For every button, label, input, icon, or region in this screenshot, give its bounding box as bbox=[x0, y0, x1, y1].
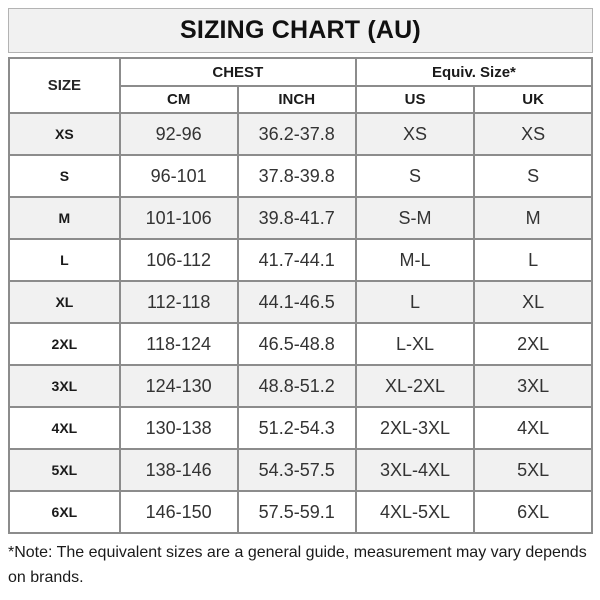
cell-size: 3XL bbox=[9, 365, 120, 407]
footnote: *Note: The equivalent sizes are a general guide, measurement may vary depends on brands. bbox=[8, 544, 587, 586]
table-row bbox=[9, 239, 592, 281]
cell-cm: 146-150 bbox=[120, 491, 238, 533]
table-row bbox=[9, 323, 592, 365]
table-row bbox=[9, 281, 592, 323]
cell-uk: 2XL bbox=[474, 323, 592, 365]
cell-cm: 106-112 bbox=[120, 239, 238, 281]
cell-inch: 36.2-37.8 bbox=[238, 113, 356, 155]
header-us: US bbox=[356, 86, 474, 113]
header-size: SIZE bbox=[9, 58, 120, 113]
cell-uk: 6XL bbox=[474, 491, 592, 533]
table-row bbox=[9, 365, 592, 407]
cell-uk: 3XL bbox=[474, 365, 592, 407]
page-title: SIZING CHART (AU) bbox=[180, 16, 421, 44]
cell-us: L-XL bbox=[356, 323, 474, 365]
table-row bbox=[9, 197, 592, 239]
cell-inch: 57.5-59.1 bbox=[238, 491, 356, 533]
cell-inch: 51.2-54.3 bbox=[238, 407, 356, 449]
cell-uk: 4XL bbox=[474, 407, 592, 449]
cell-size: 6XL bbox=[9, 491, 120, 533]
header-uk: UK bbox=[474, 86, 592, 113]
cell-inch: 37.8-39.8 bbox=[238, 155, 356, 197]
cell-us: S-M bbox=[356, 197, 474, 239]
cell-inch: 44.1-46.5 bbox=[238, 281, 356, 323]
cell-us: XS bbox=[356, 113, 474, 155]
cell-uk: XL bbox=[474, 281, 592, 323]
cell-us: 4XL-5XL bbox=[356, 491, 474, 533]
cell-size: M bbox=[9, 197, 120, 239]
table-row bbox=[9, 491, 592, 533]
chart-title-box bbox=[8, 8, 593, 53]
header-cm: CM bbox=[120, 86, 238, 113]
cell-uk: S bbox=[474, 155, 592, 197]
header-inch: INCH bbox=[238, 86, 356, 113]
cell-size: S bbox=[9, 155, 120, 197]
cell-inch: 48.8-51.2 bbox=[238, 365, 356, 407]
cell-uk: XS bbox=[474, 113, 592, 155]
cell-size: 2XL bbox=[9, 323, 120, 365]
cell-size: 5XL bbox=[9, 449, 120, 491]
cell-cm: 96-101 bbox=[120, 155, 238, 197]
cell-uk: 5XL bbox=[474, 449, 592, 491]
cell-us: S bbox=[356, 155, 474, 197]
cell-cm: 138-146 bbox=[120, 449, 238, 491]
sizing-table bbox=[8, 57, 593, 534]
cell-us: 2XL-3XL bbox=[356, 407, 474, 449]
header-chest-group: CHEST bbox=[120, 58, 356, 86]
cell-cm: 130-138 bbox=[120, 407, 238, 449]
cell-uk: M bbox=[474, 197, 592, 239]
cell-uk: L bbox=[474, 239, 592, 281]
cell-us: XL-2XL bbox=[356, 365, 474, 407]
cell-size: XS bbox=[9, 113, 120, 155]
cell-us: L bbox=[356, 281, 474, 323]
cell-inch: 41.7-44.1 bbox=[238, 239, 356, 281]
cell-cm: 92-96 bbox=[120, 113, 238, 155]
table-row bbox=[9, 407, 592, 449]
cell-inch: 39.8-41.7 bbox=[238, 197, 356, 239]
table-row bbox=[9, 155, 592, 197]
cell-cm: 112-118 bbox=[120, 281, 238, 323]
cell-inch: 54.3-57.5 bbox=[238, 449, 356, 491]
cell-us: M-L bbox=[356, 239, 474, 281]
header-row-groups bbox=[9, 58, 592, 86]
table-row bbox=[9, 449, 592, 491]
cell-cm: 124-130 bbox=[120, 365, 238, 407]
cell-cm: 118-124 bbox=[120, 323, 238, 365]
cell-cm: 101-106 bbox=[120, 197, 238, 239]
header-equiv-group: Equiv. Size* bbox=[356, 58, 592, 86]
cell-us: 3XL-4XL bbox=[356, 449, 474, 491]
table-row bbox=[9, 113, 592, 155]
cell-size: L bbox=[9, 239, 120, 281]
cell-size: XL bbox=[9, 281, 120, 323]
cell-inch: 46.5-48.8 bbox=[238, 323, 356, 365]
cell-size: 4XL bbox=[9, 407, 120, 449]
